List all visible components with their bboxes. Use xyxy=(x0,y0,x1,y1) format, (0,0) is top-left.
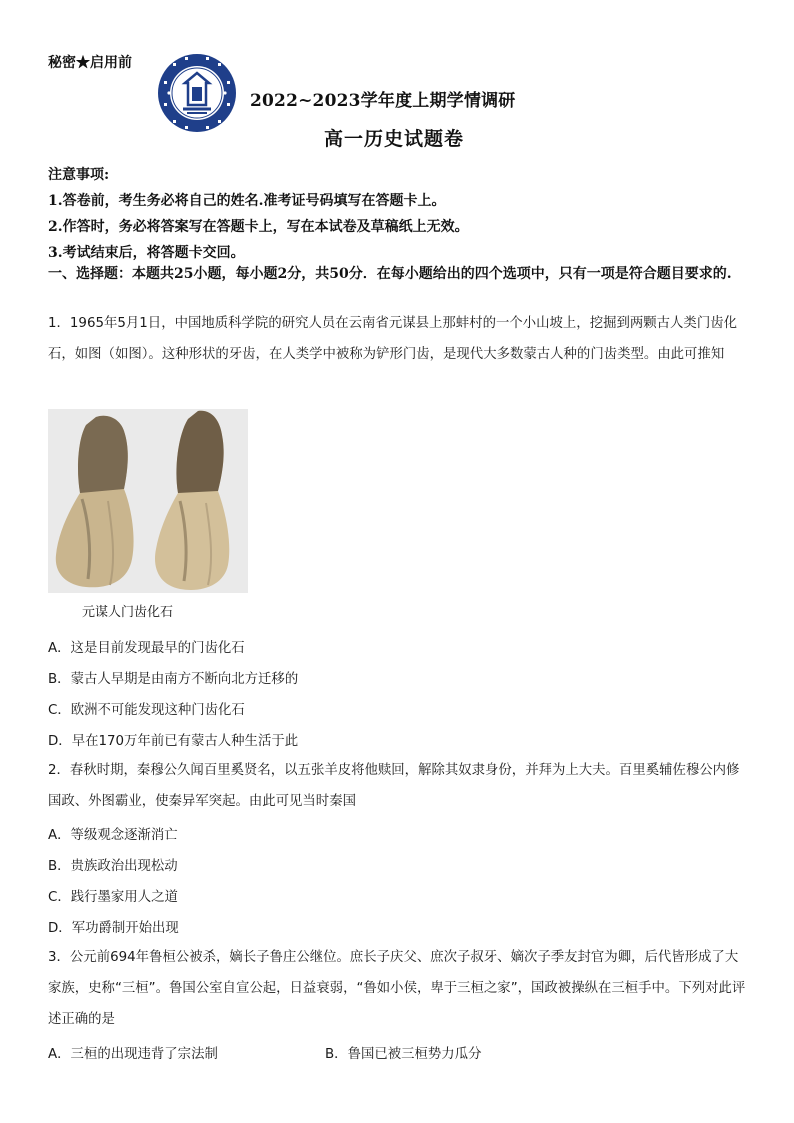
option-a: A．三桓的出现违背了宗法制 xyxy=(48,1047,218,1062)
option-b: B．贵族政治出现松动 xyxy=(48,859,178,874)
question-2-stem: 2．春秋时期，秦穆公久闻百里奚贤名，以五张羊皮将他赎回，解除其奴隶身份，并拜为上大夫。百里奚辅佐穆公内修国政、外图霸业，使秦异军突起。由此可见当时秦国 xyxy=(48,763,740,809)
option-d: D．早在170万年前已有蒙古人种生活于此 xyxy=(48,734,299,749)
option-c: C．欧洲不可能发现这种门齿化石 xyxy=(48,703,245,718)
notes-heading: 注意事项: xyxy=(48,167,110,183)
exam-subtitle: 高一历史试题卷 xyxy=(324,128,465,150)
option-a: A．等级观念逐渐消亡 xyxy=(48,828,178,843)
question-3-stem: 3．公元前694年鲁桓公被杀，嫡长子鲁庄公继位。庶长子庆父、庶次子叔牙、嫡次子季友封官为卿，后代皆形成了大家族，史称“三桓”。鲁国公室自宣公起，日益衰弱，“鲁如小侯，卑于三桓之家”，国政被操纵在三桓手中。下列对此评述正确的是 xyxy=(48,950,746,1027)
option-a: A．这是目前发现最早的门齿化石 xyxy=(48,641,245,656)
tooth-fossil-photo xyxy=(48,409,248,593)
notes-block xyxy=(48,162,469,266)
option-c: C．践行墨家用人之道 xyxy=(48,890,178,905)
note-item: 3.考试结束后，将答题卡交回。 xyxy=(48,245,245,261)
image-caption: 元谋人门齿化石 xyxy=(82,605,174,620)
confidential-label: 秘密★启用前 xyxy=(48,55,132,71)
school-logo-icon xyxy=(157,53,237,133)
question-1-stem: 1．1965年5月1日，中国地质科学院的研究人员在云南省元谋县上那蚌村的一个小山坡上，挖掘到两颗古人类门齿化石，如图（如图）。这种形状的牙齿，在人类学中被称为铲形门齿，是现代大多数蒙古人种的门齿类型。由此可推知 xyxy=(48,316,737,362)
note-item: 2.作答时，务必将答案写在答题卡上，写在本试卷及草稿纸上无效。 xyxy=(48,219,469,235)
option-b: B．鲁国已被三桓势力瓜分 xyxy=(325,1047,482,1062)
option-b: B．蒙古人早期是由南方不断向北方迁移的 xyxy=(48,672,299,687)
option-d: D．军功爵制开始出现 xyxy=(48,921,179,936)
section-title: 一、选择题：本题共25小题，每小题2分，共50分．在每小题给出的四个选项中，只有一项是符合题目要求的. xyxy=(48,266,732,282)
exam-title: 2022~2023学年度上期学情调研 xyxy=(250,91,516,111)
note-item: 1.答卷前，考生务必将自己的姓名.准考证号码填写在答题卡上。 xyxy=(48,193,446,209)
